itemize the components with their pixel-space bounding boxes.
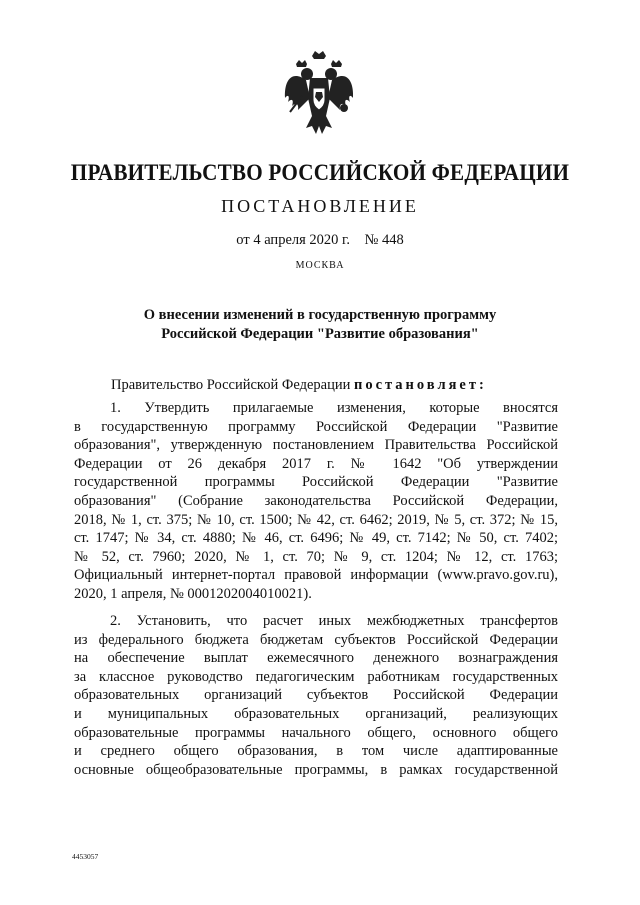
paragraph-1 bbox=[74, 399, 558, 604]
text-line: образовательных организаций субъектов Российской Федерации bbox=[74, 687, 558, 704]
text-line: и среднего общего образования, в том числе адаптированные bbox=[74, 743, 558, 760]
document-type: ПОСТАНОВЛЕНИЕ bbox=[221, 196, 419, 216]
text-line: Официальный интернет-портал правовой информации (www.pravo.gov.ru), bbox=[74, 567, 558, 584]
heading-line: О внесении изменений в государственную программу bbox=[143, 307, 497, 323]
text-line: Федерации от 26 декабря 2017 г. № 1642 "Об утверждении bbox=[74, 455, 558, 472]
intro-text: Правительство Российской Федерации bbox=[111, 377, 351, 393]
text-line: образования", утвержденную постановлением Правительства Российской bbox=[74, 437, 558, 454]
text-line: государственной программы Российской Федерации "Развитие bbox=[74, 474, 558, 491]
text-line: основные общеобразовательные программы, в рамках государственной bbox=[74, 761, 558, 778]
document-heading bbox=[0, 306, 640, 344]
intro-line bbox=[111, 377, 487, 394]
text-line: 2. Установить, что расчет иных межбюджетных трансфертов bbox=[110, 613, 558, 629]
document-number: 4453057 bbox=[72, 852, 99, 861]
text-line: 2018, № 1, ст. 375; № 10, ст. 1500; № 42, ст. 6462; 2019, № 5, ст. 372; № 15, bbox=[74, 511, 558, 528]
coat-of-arms-icon bbox=[282, 50, 356, 138]
text-line: из федерального бюджета бюджетам субъектов Российской Федерации bbox=[74, 631, 558, 648]
decree-date-line bbox=[0, 232, 640, 249]
city: МОСКВА bbox=[295, 260, 345, 271]
government-title: ПРАВИТЕЛЬСТВО РОССИЙСКОЙ ФЕДЕРАЦИИ bbox=[70, 160, 570, 185]
text-line: 2020, 1 апреля, № 0001202004010021). bbox=[74, 585, 312, 602]
text-line: на обеспечение выплат ежемесячного денежного вознаграждения bbox=[74, 650, 558, 667]
paragraph-2 bbox=[74, 612, 558, 779]
text-line: в государственную программу Российской Федерации "Развитие bbox=[74, 418, 558, 435]
decree-date: от 4 апреля 2020 г. bbox=[236, 232, 350, 248]
text-line: ст. 1747; № 34, ст. 4880; № 46, ст. 6496; № 49, ст. 7142; № 50, ст. 7402; bbox=[74, 530, 558, 547]
text-line: образовательные программы начального общего, основного общего bbox=[74, 724, 558, 741]
decree-number: № 448 bbox=[364, 232, 404, 248]
text-line: и муниципальных образовательных организаций, реализующих bbox=[74, 705, 558, 722]
text-line: 1. Утвердить прилагаемые изменения, которые вносятся bbox=[110, 400, 558, 416]
text-line: образования" (Собрание законодательства Российской Федерации, bbox=[74, 492, 558, 509]
intro-verb: постановляет: bbox=[353, 377, 487, 393]
text-line: № 52, ст. 7960; 2020, № 1, ст. 70; № 9, ст. 1204; № 12, ст. 1763; bbox=[74, 548, 558, 565]
text-line: за классное руководство педагогическим работникам государственных bbox=[74, 668, 558, 685]
heading-line: Российской Федерации "Развитие образования" bbox=[161, 326, 479, 342]
